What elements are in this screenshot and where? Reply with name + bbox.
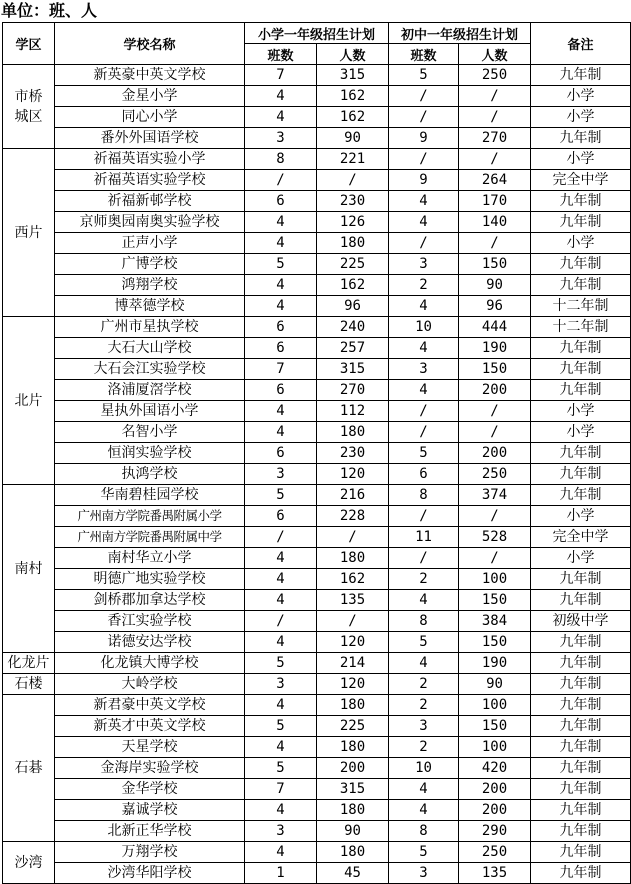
- primary-classes-cell: 6: [245, 338, 317, 359]
- primary-people-cell: 225: [317, 254, 389, 275]
- note-cell: 九年制: [531, 758, 631, 779]
- junior-people-cell: 250: [459, 464, 531, 485]
- school-name-cell: 广州南方学院番禺附属中学: [55, 527, 245, 548]
- table-row: [3, 485, 631, 506]
- junior-people-cell: 150: [459, 359, 531, 380]
- primary-classes-cell: 4: [245, 422, 317, 443]
- primary-people-cell: 126: [317, 212, 389, 233]
- table-row: [3, 716, 631, 737]
- note-cell: 九年制: [531, 275, 631, 296]
- junior-people-cell: /: [459, 422, 531, 443]
- junior-people-cell: 374: [459, 485, 531, 506]
- junior-people-cell: /: [459, 401, 531, 422]
- table-row: [3, 842, 631, 863]
- school-name-cell: 金星小学: [55, 86, 245, 107]
- primary-people-cell: 270: [317, 380, 389, 401]
- primary-classes-cell: 3: [245, 674, 317, 695]
- primary-classes-cell: 4: [245, 569, 317, 590]
- school-name-cell: 执鸿学校: [55, 464, 245, 485]
- table-body: [3, 65, 631, 884]
- school-name-header: 学校名称: [55, 23, 245, 65]
- primary-people-cell: 120: [317, 632, 389, 653]
- table-row: [3, 506, 631, 527]
- school-name-cell: 华南碧桂园学校: [55, 485, 245, 506]
- junior-classes-cell: 2: [389, 737, 459, 758]
- primary-classes-cell: 5: [245, 716, 317, 737]
- junior-people-cell: 90: [459, 674, 531, 695]
- note-cell: 十二年制: [531, 296, 631, 317]
- junior-plan-header: 初中一年级招生计划: [389, 23, 531, 44]
- primary-people-cell: 90: [317, 128, 389, 149]
- school-name-cell: 鸿翔学校: [55, 275, 245, 296]
- primary-classes-cell: /: [245, 611, 317, 632]
- primary-classes-cell: 6: [245, 191, 317, 212]
- junior-classes-cell: 2: [389, 569, 459, 590]
- table-row: [3, 422, 631, 443]
- school-name-cell: 北新正华学校: [55, 821, 245, 842]
- junior-classes-cell: /: [389, 107, 459, 128]
- school-name-cell: 大石大山学校: [55, 338, 245, 359]
- district-header: 学区: [3, 23, 55, 65]
- junior-people-cell: 200: [459, 779, 531, 800]
- school-name-cell: 正声小学: [55, 233, 245, 254]
- junior-classes-cell: 2: [389, 275, 459, 296]
- primary-classes-cell: 7: [245, 65, 317, 86]
- table-row: [3, 653, 631, 674]
- primary-classes-cell: 5: [245, 254, 317, 275]
- school-name-cell: 广州市星执学校: [55, 317, 245, 338]
- primary-classes-cell: 6: [245, 317, 317, 338]
- junior-classes-cell: 5: [389, 632, 459, 653]
- school-name-cell: 名智小学: [55, 422, 245, 443]
- junior-classes-cell: 4: [389, 212, 459, 233]
- primary-people-cell: /: [317, 527, 389, 548]
- table-row: [3, 128, 631, 149]
- primary-classes-cell: 5: [245, 485, 317, 506]
- primary-classes-cell: 7: [245, 359, 317, 380]
- note-cell: 九年制: [531, 800, 631, 821]
- note-cell: 九年制: [531, 842, 631, 863]
- junior-people-cell: 384: [459, 611, 531, 632]
- note-cell: 小学: [531, 149, 631, 170]
- junior-people-cell: 528: [459, 527, 531, 548]
- junior-classes-cell: 4: [389, 590, 459, 611]
- note-cell: 九年制: [531, 212, 631, 233]
- primary-people-cell: 112: [317, 401, 389, 422]
- table-row: [3, 863, 631, 884]
- table-row: [3, 359, 631, 380]
- junior-classes-cell: /: [389, 422, 459, 443]
- junior-people-cell: /: [459, 149, 531, 170]
- primary-classes-cell: 4: [245, 275, 317, 296]
- note-cell: 九年制: [531, 863, 631, 884]
- primary-classes-cell: 6: [245, 380, 317, 401]
- primary-people-cell: 120: [317, 464, 389, 485]
- primary-plan-header: 小学一年级招生计划: [245, 23, 389, 44]
- note-cell: 九年制: [531, 653, 631, 674]
- table-row: [3, 170, 631, 191]
- table-row: [3, 674, 631, 695]
- table-row: [3, 464, 631, 485]
- table-row: [3, 317, 631, 338]
- school-name-cell: 新英豪中英文学校: [55, 65, 245, 86]
- primary-people-cell: 228: [317, 506, 389, 527]
- primary-classes-cell: 4: [245, 800, 317, 821]
- primary-classes-cell: 5: [245, 653, 317, 674]
- junior-people-cell: 150: [459, 254, 531, 275]
- primary-classes-cell: 6: [245, 443, 317, 464]
- junior-people-cell: 264: [459, 170, 531, 191]
- note-cell: 九年制: [531, 695, 631, 716]
- school-name-cell: 嘉诚学校: [55, 800, 245, 821]
- enrollment-plan-table: [2, 22, 631, 884]
- junior-classes-cell: 4: [389, 191, 459, 212]
- primary-classes-cell: 3: [245, 128, 317, 149]
- school-name-cell: 广博学校: [55, 254, 245, 275]
- junior-classes-cell: 4: [389, 653, 459, 674]
- district-cell: 沙湾: [3, 842, 55, 884]
- junior-classes-cell: 8: [389, 821, 459, 842]
- junior-people-cell: 250: [459, 842, 531, 863]
- school-name-cell: 新英才中英文学校: [55, 716, 245, 737]
- school-name-cell: 南村华立小学: [55, 548, 245, 569]
- junior-classes-header: 班数: [389, 44, 459, 65]
- primary-people-cell: 135: [317, 590, 389, 611]
- junior-people-cell: 420: [459, 758, 531, 779]
- junior-people-cell: /: [459, 86, 531, 107]
- primary-classes-cell: 6: [245, 506, 317, 527]
- primary-classes-cell: 4: [245, 86, 317, 107]
- note-cell: 九年制: [531, 338, 631, 359]
- table-row: [3, 779, 631, 800]
- primary-people-cell: 315: [317, 779, 389, 800]
- junior-people-cell: /: [459, 233, 531, 254]
- table-row: [3, 611, 631, 632]
- note-cell: 九年制: [531, 359, 631, 380]
- district-cell: 石楼: [3, 674, 55, 695]
- note-header: 备注: [531, 23, 631, 65]
- primary-classes-cell: 4: [245, 737, 317, 758]
- junior-people-cell: 100: [459, 737, 531, 758]
- note-cell: 九年制: [531, 128, 631, 149]
- school-name-cell: 大石会江实验学校: [55, 359, 245, 380]
- junior-classes-cell: 3: [389, 254, 459, 275]
- junior-people-cell: 100: [459, 569, 531, 590]
- junior-people-cell: 200: [459, 443, 531, 464]
- note-cell: 九年制: [531, 443, 631, 464]
- note-cell: 九年制: [531, 716, 631, 737]
- junior-classes-cell: 8: [389, 611, 459, 632]
- district-cell: 北片: [3, 317, 55, 485]
- primary-people-cell: 315: [317, 65, 389, 86]
- note-cell: 九年制: [531, 464, 631, 485]
- unit-label: 单位：班、人: [1, 1, 98, 20]
- junior-classes-cell: 4: [389, 338, 459, 359]
- primary-classes-cell: 8: [245, 149, 317, 170]
- junior-people-cell: 150: [459, 716, 531, 737]
- primary-classes-cell: 4: [245, 842, 317, 863]
- school-name-cell: 星执外国语小学: [55, 401, 245, 422]
- primary-people-cell: 120: [317, 674, 389, 695]
- primary-people-cell: 225: [317, 716, 389, 737]
- school-name-cell: 万翔学校: [55, 842, 245, 863]
- table-row: [3, 758, 631, 779]
- junior-classes-cell: 3: [389, 863, 459, 884]
- table-row: [3, 800, 631, 821]
- school-name-cell: 大岭学校: [55, 674, 245, 695]
- junior-classes-cell: 5: [389, 65, 459, 86]
- note-cell: 九年制: [531, 380, 631, 401]
- table-row: [3, 233, 631, 254]
- primary-people-cell: /: [317, 611, 389, 632]
- primary-people-cell: 214: [317, 653, 389, 674]
- primary-classes-header: 班数: [245, 44, 317, 65]
- primary-people-cell: 162: [317, 86, 389, 107]
- school-name-cell: 博萃德学校: [55, 296, 245, 317]
- primary-classes-cell: 4: [245, 296, 317, 317]
- junior-classes-cell: /: [389, 548, 459, 569]
- junior-classes-cell: /: [389, 401, 459, 422]
- junior-classes-cell: /: [389, 86, 459, 107]
- note-cell: 小学: [531, 548, 631, 569]
- junior-people-cell: 250: [459, 65, 531, 86]
- table-row: [3, 443, 631, 464]
- primary-people-cell: 180: [317, 422, 389, 443]
- note-cell: 九年制: [531, 254, 631, 275]
- primary-people-cell: 180: [317, 842, 389, 863]
- junior-classes-cell: 4: [389, 380, 459, 401]
- primary-people-cell: 162: [317, 569, 389, 590]
- junior-classes-cell: /: [389, 506, 459, 527]
- primary-classes-cell: 3: [245, 821, 317, 842]
- junior-classes-cell: 6: [389, 464, 459, 485]
- school-name-cell: 新君豪中英文学校: [55, 695, 245, 716]
- table-row: [3, 590, 631, 611]
- note-cell: 九年制: [531, 569, 631, 590]
- junior-people-cell: 200: [459, 800, 531, 821]
- table-row: [3, 695, 631, 716]
- junior-people-cell: 150: [459, 632, 531, 653]
- note-cell: 九年制: [531, 65, 631, 86]
- note-cell: 九年制: [531, 590, 631, 611]
- junior-people-cell: 90: [459, 275, 531, 296]
- table-row: [3, 275, 631, 296]
- header-row-top: [3, 23, 631, 44]
- primary-classes-cell: 4: [245, 695, 317, 716]
- junior-classes-cell: 9: [389, 170, 459, 191]
- table-row: [3, 737, 631, 758]
- junior-classes-cell: 3: [389, 716, 459, 737]
- primary-people-cell: 221: [317, 149, 389, 170]
- school-name-cell: 香江实验学校: [55, 611, 245, 632]
- note-cell: 九年制: [531, 632, 631, 653]
- note-cell: 初级中学: [531, 611, 631, 632]
- primary-people-cell: 180: [317, 233, 389, 254]
- junior-people-cell: /: [459, 107, 531, 128]
- junior-classes-cell: /: [389, 149, 459, 170]
- junior-classes-cell: 11: [389, 527, 459, 548]
- junior-people-cell: /: [459, 506, 531, 527]
- school-name-cell: 祈福新邨学校: [55, 191, 245, 212]
- primary-classes-cell: 7: [245, 779, 317, 800]
- junior-classes-cell: 8: [389, 485, 459, 506]
- table-row: [3, 548, 631, 569]
- primary-people-cell: 216: [317, 485, 389, 506]
- district-cell: 南村: [3, 485, 55, 653]
- junior-classes-cell: 5: [389, 443, 459, 464]
- note-cell: 小学: [531, 422, 631, 443]
- junior-people-cell: 135: [459, 863, 531, 884]
- primary-classes-cell: 4: [245, 632, 317, 653]
- school-name-cell: 京师奥园南奥实验学校: [55, 212, 245, 233]
- school-name-cell: 金海岸实验学校: [55, 758, 245, 779]
- school-name-cell: 沙湾华阳学校: [55, 863, 245, 884]
- note-cell: 小学: [531, 401, 631, 422]
- note-cell: 九年制: [531, 485, 631, 506]
- school-name-cell: 番外外国语学校: [55, 128, 245, 149]
- table-row: [3, 296, 631, 317]
- note-cell: 九年制: [531, 674, 631, 695]
- school-name-cell: 化龙镇大博学校: [55, 653, 245, 674]
- junior-classes-cell: 3: [389, 359, 459, 380]
- primary-people-cell: 200: [317, 758, 389, 779]
- table-row: [3, 632, 631, 653]
- junior-classes-cell: 5: [389, 842, 459, 863]
- primary-classes-cell: 1: [245, 863, 317, 884]
- junior-people-header: 人数: [459, 44, 531, 65]
- primary-people-cell: 90: [317, 821, 389, 842]
- primary-people-cell: 162: [317, 107, 389, 128]
- table-row: [3, 380, 631, 401]
- junior-people-cell: 190: [459, 338, 531, 359]
- junior-people-cell: /: [459, 548, 531, 569]
- primary-people-cell: 180: [317, 548, 389, 569]
- table-row: [3, 65, 631, 86]
- junior-people-cell: 290: [459, 821, 531, 842]
- junior-classes-cell: /: [389, 233, 459, 254]
- school-name-cell: 天星学校: [55, 737, 245, 758]
- note-cell: 九年制: [531, 737, 631, 758]
- school-name-cell: 祈福英语实验小学: [55, 149, 245, 170]
- table-row: [3, 821, 631, 842]
- note-cell: 完全中学: [531, 527, 631, 548]
- note-cell: 小学: [531, 107, 631, 128]
- primary-classes-cell: 4: [245, 212, 317, 233]
- table-row: [3, 401, 631, 422]
- note-cell: 小学: [531, 506, 631, 527]
- table-row: [3, 527, 631, 548]
- primary-classes-cell: 4: [245, 233, 317, 254]
- note-cell: 小学: [531, 233, 631, 254]
- junior-people-cell: 170: [459, 191, 531, 212]
- table-row: [3, 191, 631, 212]
- table-row: [3, 107, 631, 128]
- junior-people-cell: 140: [459, 212, 531, 233]
- note-cell: 小学: [531, 86, 631, 107]
- school-name-cell: 恒润实验学校: [55, 443, 245, 464]
- junior-classes-cell: 10: [389, 758, 459, 779]
- school-name-cell: 广州南方学院番禺附属小学: [55, 506, 245, 527]
- junior-classes-cell: 9: [389, 128, 459, 149]
- primary-people-cell: 230: [317, 191, 389, 212]
- primary-classes-cell: 4: [245, 548, 317, 569]
- junior-classes-cell: 10: [389, 317, 459, 338]
- school-name-cell: 同心小学: [55, 107, 245, 128]
- table-row: [3, 86, 631, 107]
- note-cell: 九年制: [531, 191, 631, 212]
- district-cell: 市桥 城区: [3, 65, 55, 149]
- primary-people-cell: 180: [317, 800, 389, 821]
- junior-classes-cell: 4: [389, 779, 459, 800]
- school-name-cell: 诺德安达学校: [55, 632, 245, 653]
- district-cell: 化龙片: [3, 653, 55, 674]
- primary-people-cell: 45: [317, 863, 389, 884]
- primary-people-cell: 96: [317, 296, 389, 317]
- primary-classes-cell: 4: [245, 107, 317, 128]
- junior-people-cell: 200: [459, 380, 531, 401]
- junior-people-cell: 270: [459, 128, 531, 149]
- primary-people-header: 人数: [317, 44, 389, 65]
- note-cell: 九年制: [531, 779, 631, 800]
- junior-classes-cell: 4: [389, 296, 459, 317]
- table-row: [3, 149, 631, 170]
- note-cell: 完全中学: [531, 170, 631, 191]
- primary-people-cell: 257: [317, 338, 389, 359]
- primary-people-cell: 180: [317, 737, 389, 758]
- junior-classes-cell: 4: [389, 800, 459, 821]
- junior-classes-cell: 2: [389, 695, 459, 716]
- primary-people-cell: 315: [317, 359, 389, 380]
- junior-people-cell: 150: [459, 590, 531, 611]
- school-name-cell: 金华学校: [55, 779, 245, 800]
- school-name-cell: 祈福英语实验学校: [55, 170, 245, 191]
- table-row: [3, 338, 631, 359]
- primary-classes-cell: /: [245, 170, 317, 191]
- school-name-cell: 明德广地实验学校: [55, 569, 245, 590]
- junior-people-cell: 96: [459, 296, 531, 317]
- district-cell: 石碁: [3, 695, 55, 842]
- junior-people-cell: 190: [459, 653, 531, 674]
- district-cell: 西片: [3, 149, 55, 317]
- school-name-cell: 剑桥郡加拿达学校: [55, 590, 245, 611]
- primary-classes-cell: 4: [245, 401, 317, 422]
- table-row: [3, 212, 631, 233]
- junior-classes-cell: 2: [389, 674, 459, 695]
- junior-people-cell: 444: [459, 317, 531, 338]
- primary-people-cell: /: [317, 170, 389, 191]
- primary-people-cell: 162: [317, 275, 389, 296]
- school-name-cell: 洛浦厦滘学校: [55, 380, 245, 401]
- primary-classes-cell: 4: [245, 590, 317, 611]
- table-row: [3, 569, 631, 590]
- junior-people-cell: 100: [459, 695, 531, 716]
- primary-people-cell: 180: [317, 695, 389, 716]
- table-row: [3, 254, 631, 275]
- note-cell: 九年制: [531, 821, 631, 842]
- primary-classes-cell: 5: [245, 758, 317, 779]
- primary-classes-cell: /: [245, 527, 317, 548]
- note-cell: 十二年制: [531, 317, 631, 338]
- primary-people-cell: 240: [317, 317, 389, 338]
- primary-classes-cell: 3: [245, 464, 317, 485]
- primary-people-cell: 230: [317, 443, 389, 464]
